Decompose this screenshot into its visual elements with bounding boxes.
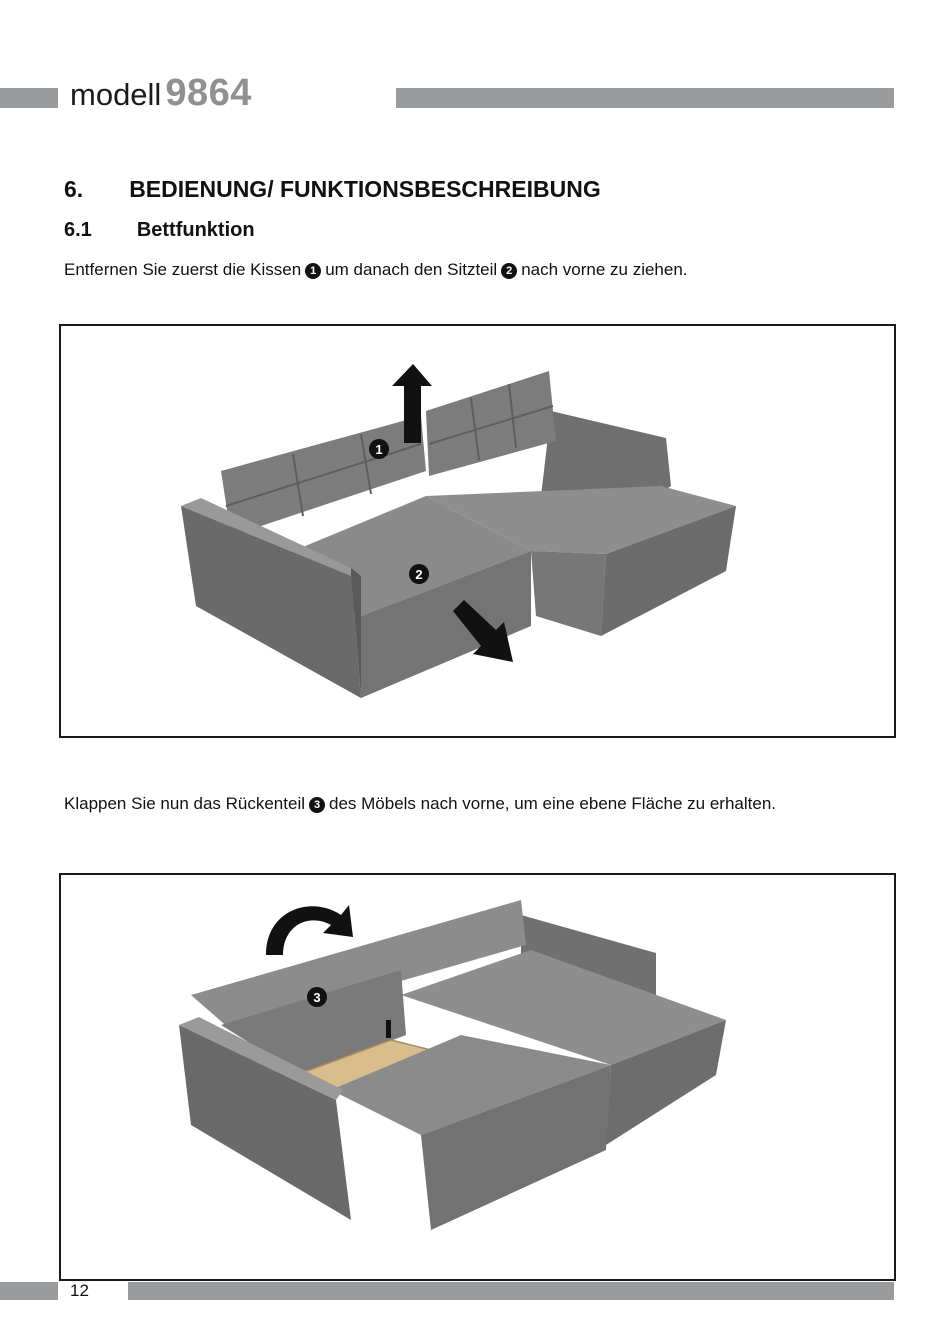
figure-sofa-step-2 — [59, 873, 896, 1281]
sofa-illustration-2 — [61, 875, 894, 1279]
p1-text-c: nach vorne zu ziehen. — [521, 260, 688, 279]
model-prefix: modell — [70, 77, 162, 112]
rotate-arrow-icon — [266, 905, 353, 955]
model-number: 9864 — [165, 72, 252, 114]
p1-text-a: Entfernen Sie zuerst die Kissen — [64, 260, 302, 279]
back-cushion-right — [426, 371, 556, 476]
header-bar-right — [396, 88, 894, 108]
marker-badge-2: 2 — [501, 263, 517, 279]
instruction-paragraph-2 — [64, 794, 776, 814]
p2-text-a: Klappen Sie nun das Rückenteil — [64, 794, 305, 813]
instruction-paragraph-1 — [64, 260, 688, 280]
model-title — [70, 72, 252, 115]
figure-sofa-step-1 — [59, 324, 896, 738]
figure2-marker-3: 3 — [313, 990, 321, 1005]
subsection-title: Bettfunktion — [136, 219, 255, 241]
figure1-marker-2: 2 — [415, 567, 423, 582]
chaise-front-left — [531, 551, 606, 636]
subsection-heading — [64, 219, 255, 242]
section-title: BEDIENUNG/ FUNKTIONSBESCHREIBUNG — [129, 176, 601, 202]
footer-bar-left — [0, 1282, 58, 1300]
section-number: 6. — [64, 176, 84, 202]
marker-badge-1: 1 — [305, 263, 321, 279]
figure1-marker-1: 1 — [375, 442, 383, 457]
p2-text-b: des Möbels nach vorne, um eine ebene Fläche zu erhalten. — [329, 794, 776, 813]
footer-bar-right — [128, 1282, 894, 1300]
sofa-illustration-1 — [61, 326, 894, 736]
marker-badge-3: 3 — [309, 797, 325, 813]
page-number: 12 — [70, 1281, 89, 1300]
header-bar-left — [0, 88, 58, 108]
section-heading — [64, 176, 601, 203]
subsection-number: 6.1 — [64, 219, 92, 241]
hinge-icon — [386, 1020, 391, 1038]
p1-text-b: um danach den Sitzteil — [325, 260, 498, 279]
